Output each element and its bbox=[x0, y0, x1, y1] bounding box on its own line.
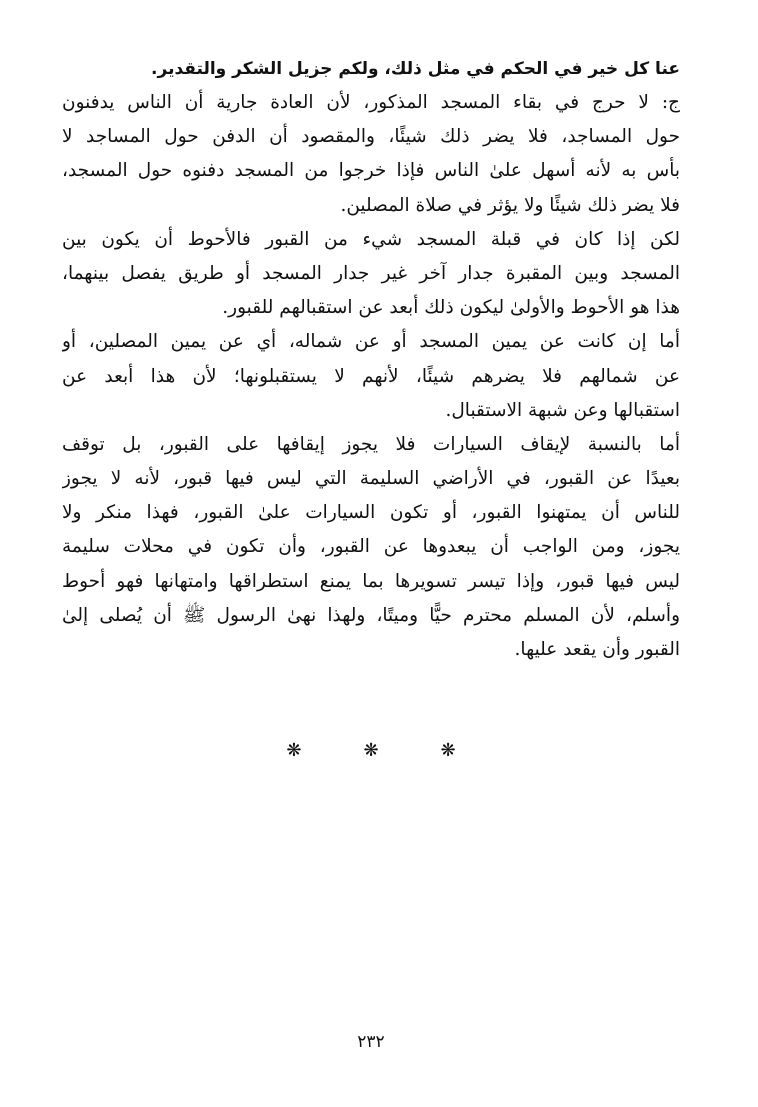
text-line: أما بالنسبة لإيقاف السيارات فلا يجوز إيقافها على القبور، بل توقف bbox=[62, 433, 680, 455]
section-separator bbox=[62, 740, 680, 770]
text-line: ليس فيها قبور، وإذا تيسر تسويرها بما يمنع استطراقها وامتهانها فهو أحوط bbox=[62, 570, 680, 592]
text-line: لكن إذا كان في قبلة المسجد شيء من القبور فالأحوط أن يكون بين bbox=[62, 228, 680, 250]
answer-body bbox=[62, 86, 680, 667]
text-line: القبور وأن يقعد عليها. bbox=[514, 639, 680, 660]
question-closing-line: عنا كل خير في الحكم في مثل ذلك، ولكم جزيل الشكر والتقدير. bbox=[151, 59, 680, 79]
page-number: ٢٣٢ bbox=[357, 1032, 385, 1052]
asterism-icon: ❋ bbox=[286, 740, 302, 761]
paragraph-answer-intro bbox=[62, 86, 680, 223]
text-line: يجوز، ومن الواجب أن يبعدوها عن القبور، وأن تكون في محلات سليمة bbox=[62, 536, 680, 558]
text-line: أما إن كانت عن يمين المسجد أو عن شماله، أي عن يمين المصلين، أو bbox=[62, 331, 680, 353]
text-line: استقبالها وعن شبهة الاستقبال. bbox=[445, 399, 680, 421]
text-line: بأس به لأنه أسهل علىٰ الناس فإذا خرجوا من المسجد دفنوه حول المسجد، bbox=[62, 160, 680, 182]
asterism-icon: ❋ bbox=[440, 740, 456, 761]
text-line: وأسلم، لأن المسلم محترم حيًّا وميتًا، ولهذا نهىٰ الرسول ﷺ أن يُصلى إلىٰ bbox=[62, 604, 680, 626]
text-line: هذا هو الأحوط والأولىٰ ليكون ذلك أبعد عن استقبالهم للقبور. bbox=[222, 297, 680, 319]
text-line: فلا يضر ذلك شيئًا ولا يؤثر في صلاة المصلين. bbox=[340, 194, 680, 216]
text-line: حول المساجد، فلا يضر ذلك شيئًا، والمقصود أن الدفن حول المساجد لا bbox=[62, 126, 680, 148]
asterism-icon: ❋ bbox=[363, 740, 379, 761]
text-line: عن شمالهم فلا يضرهم شيئًا، لأنهم لا يستقبلونها؛ لأن هذا أبعد عن bbox=[62, 365, 680, 387]
text-line: بعيدًا عن القبور، في الأراضي السليمة التي ليس فيها قبور، لأنه لا يجوز bbox=[62, 468, 680, 490]
paragraph-sides bbox=[62, 325, 680, 428]
text-line: المسجد وبين المقبرة جدار آخر غير جدار المسجد أو طريق يفصل بينهما، bbox=[62, 262, 680, 284]
paragraph-qibla bbox=[62, 223, 680, 326]
text-line: ج: لا حرج في بقاء المسجد المذكور، لأن العادة جارية أن الناس يدفنون bbox=[62, 92, 680, 113]
text-line: للناس أن يمتهنوا القبور، أو تكون السيارات علىٰ القبور، فهذا منكر ولا bbox=[62, 502, 680, 524]
paragraph-parking bbox=[62, 428, 680, 667]
document-page bbox=[62, 52, 680, 1052]
